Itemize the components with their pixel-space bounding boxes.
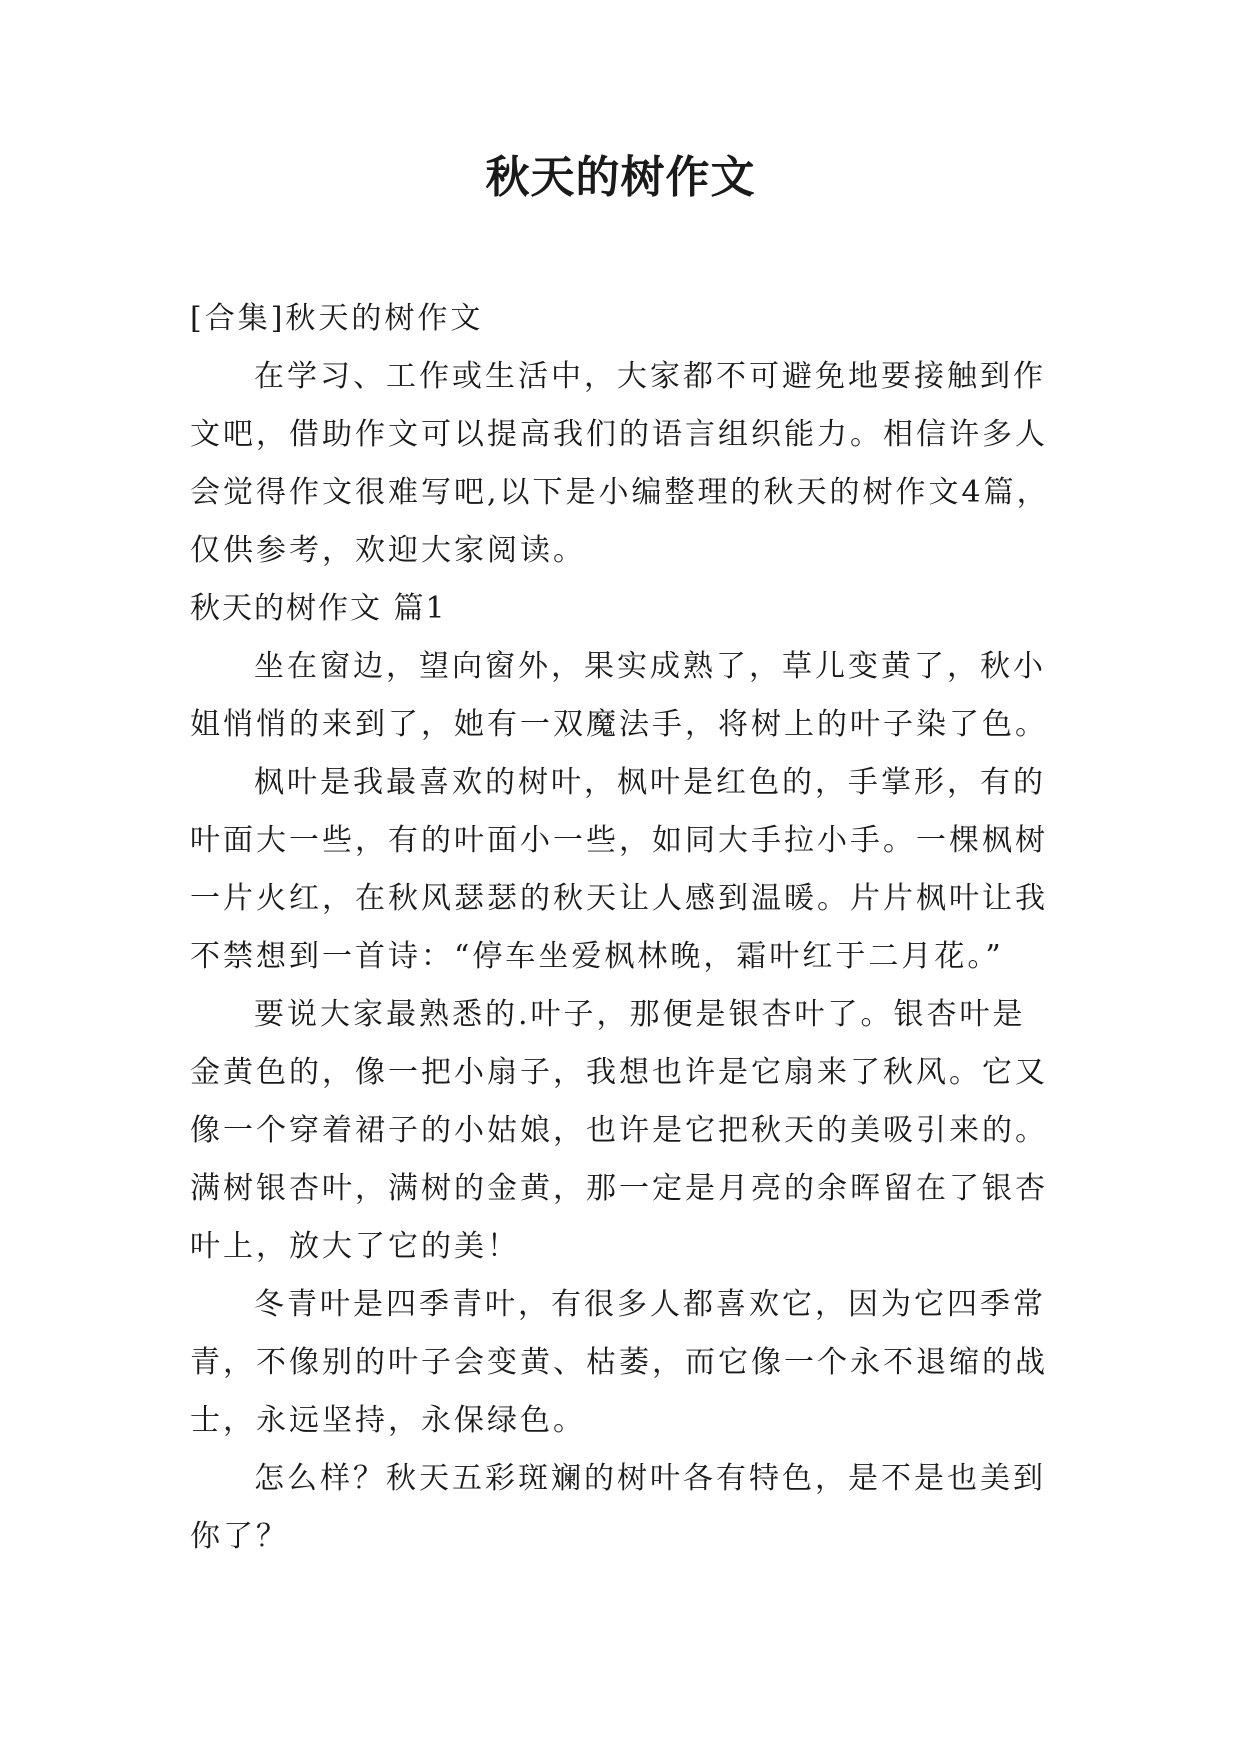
collection-heading: [合集]秋天的树作文 [190,301,484,336]
paragraph-line: 叶上，放大了它的美！ [190,1229,520,1264]
paragraph-line: 叶面大一些，有的叶面小一些，如同大手拉小手。一棵枫树 [190,823,1048,858]
paragraph-line: 姐悄悄的来到了，她有一双魔法手，将树上的叶子染了色。 [190,707,1048,742]
paragraph-line: 金黄色的，像一把小扇子，我想也许是它扇来了秋风。它又 [190,1055,1048,1090]
document-body [190,290,1052,1566]
paragraph-line: 不禁想到一首诗：“停车坐爱枫林晚，霜叶红于二月花。” [190,939,1004,974]
paragraph-line: 士，永远坚持，永保绿色。 [190,1403,586,1438]
paragraph-line: 一片火红，在秋风瑟瑟的秋天让人感到温暖。片片枫叶让我 [190,881,1048,916]
paragraph-line: 冬青叶是四季青叶，有很多人都喜欢它，因为它四季常 [254,1287,1046,1322]
intro-paragraph-line: 在学习、工作或生活中，大家都不可避免地要接触到作 [254,359,1046,394]
intro-paragraph-line: 会觉得作文很难写吧,以下是小编整理的秋天的树作文4篇， [190,475,1050,510]
intro-paragraph-line: 仅供参考，欢迎大家阅读。 [190,533,586,568]
essay-heading: 秋天的树作文 篇1 [190,591,447,626]
paragraph-line: 坐在窗边，望向窗外，果实成熟了，草儿变黄了，秋小 [254,649,1046,684]
paragraph-line: 要说大家最熟悉的.叶子，那便是银杏叶了。银杏叶是 [254,997,1026,1032]
intro-paragraph-line: 文吧，借助作文可以提高我们的语言组织能力。相信许多人 [190,417,1048,452]
paragraph-line: 怎么样？秋天五彩斑斓的树叶各有特色，是不是也美到 [254,1461,1046,1496]
paragraph-line: 枫叶是我最喜欢的树叶，枫叶是红色的，手掌形，有的 [254,765,1046,800]
paragraph-line: 青，不像别的叶子会变黄、枯萎，而它像一个永不退缩的战 [190,1345,1048,1380]
paragraph-line: 满树银杏叶，满树的金黄，那一定是月亮的余晖留在了银杏 [190,1171,1048,1206]
paragraph-line: 像一个穿着裙子的小姑娘，也许是它把秋天的美吸引来的。 [190,1113,1048,1148]
paragraph-line: 你了？ [190,1519,289,1554]
document-title: 秋天的树作文 [485,152,756,203]
